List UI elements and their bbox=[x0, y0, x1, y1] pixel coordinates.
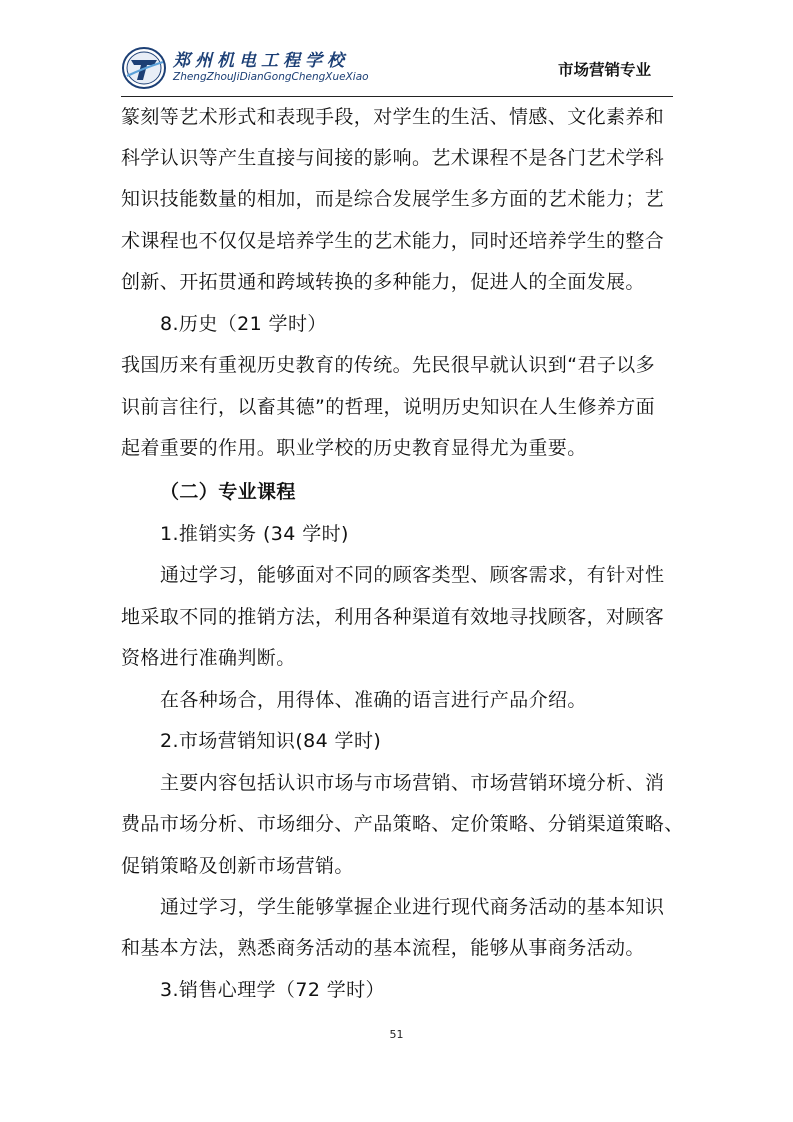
text-line: 知识技能数量的相加，而是综合发展学生多方面的艺术能力；艺 bbox=[121, 188, 665, 210]
text-line: 起着重要的作用。职业学校的历史教育显得尤为重要。 bbox=[121, 437, 587, 459]
text-line: 促销策略及创新市场营销。 bbox=[121, 855, 354, 877]
text-line: 创新、开拓贯通和跨域转换的多种能力，促进人的全面发展。 bbox=[121, 271, 645, 293]
text-line: 科学认识等产生直接与间接的影响。艺术课程不是各门艺术学科 bbox=[121, 147, 665, 169]
section-heading: （二）专业课程 bbox=[160, 481, 296, 503]
section-heading: 2.市场营销知识(84 学时) bbox=[160, 730, 382, 752]
school-logo-icon bbox=[121, 46, 167, 90]
text-line: 费品市场分析、市场细分、产品策略、定价策略、分销渠道策略、 bbox=[121, 813, 684, 835]
section-heading: 8.历史（21 学时） bbox=[160, 313, 327, 335]
text-line: 和基本方法，熟悉商务活动的基本流程，能够从事商务活动。 bbox=[121, 937, 645, 959]
school-name-en: ZhengZhouJiDianGongChengXueXiao bbox=[173, 71, 369, 83]
text-line: 主要内容包括认识市场与市场营销、市场营销环境分析、消 bbox=[160, 772, 665, 794]
page-number: 51 bbox=[389, 1028, 404, 1041]
text-line: 识前言往行，以畜其德”的哲理，说明历史知识在人生修养方面 bbox=[121, 396, 656, 418]
text-line: 术课程也不仅仅是培养学生的艺术能力，同时还培养学生的整合 bbox=[121, 230, 665, 252]
page-header bbox=[121, 42, 673, 95]
section-heading: 1.推销实务 (34 学时) bbox=[160, 523, 349, 545]
section-heading: 3.销售心理学（72 学时） bbox=[160, 979, 385, 1001]
header-divider bbox=[121, 96, 673, 97]
text-line: 篆刻等艺术形式和表现手段，对学生的生活、情感、文化素养和 bbox=[121, 106, 665, 128]
text-line: 资格进行准确判断。 bbox=[121, 647, 296, 669]
text-line: 通过学习，能够面对不同的顾客类型、顾客需求，有针对性 bbox=[160, 564, 665, 586]
text-line: 在各种场合，用得体、准确的语言进行产品介绍。 bbox=[160, 689, 587, 711]
text-line: 通过学习，学生能够掌握企业进行现代商务活动的基本知识 bbox=[160, 896, 665, 918]
school-name-cn: 郑州机电工程学校 bbox=[173, 51, 349, 71]
major-label: 市场营销专业 bbox=[557, 61, 651, 79]
text-line: 我国历来有重视历史教育的传统。先民很早就认识到“君子以多 bbox=[121, 354, 656, 376]
text-line: 地采取不同的推销方法，利用各种渠道有效地寻找顾客，对顾客 bbox=[121, 606, 665, 628]
